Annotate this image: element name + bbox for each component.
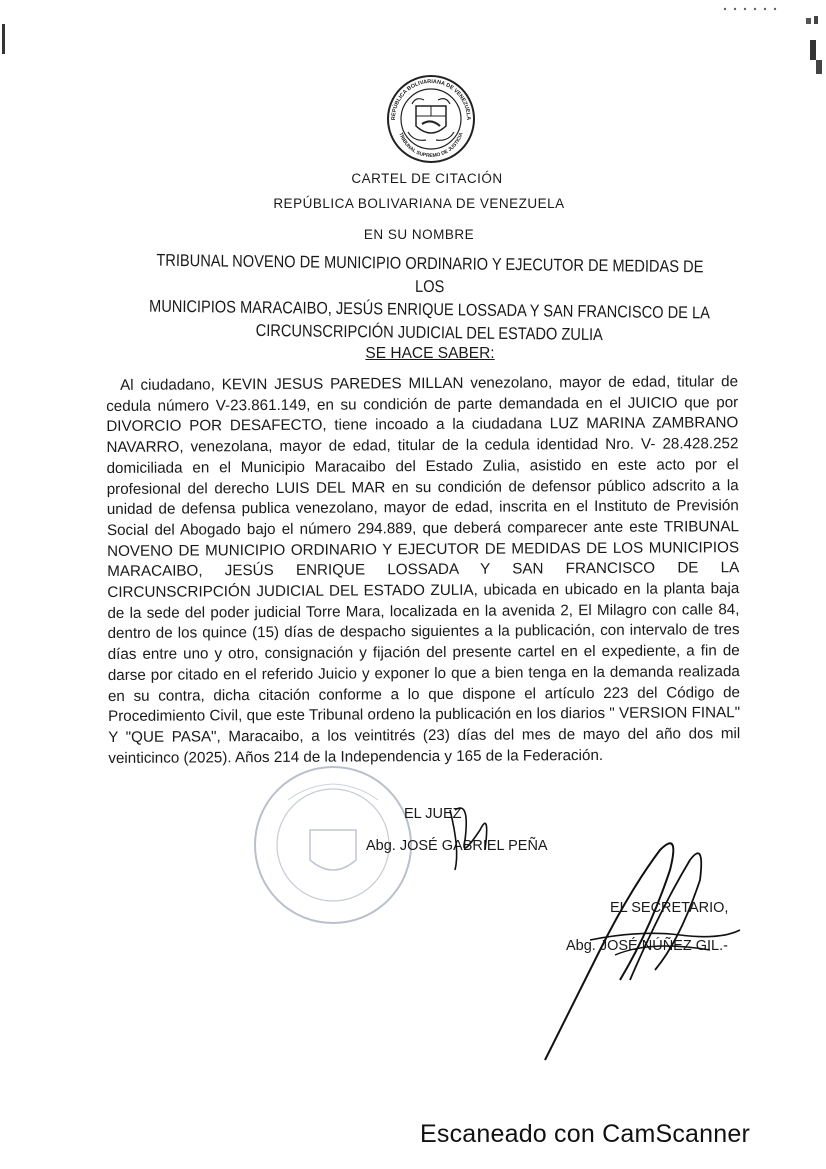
judge-title: EL JUEZ xyxy=(404,806,462,822)
secretary-title: EL SECRETARIO, xyxy=(610,900,729,916)
judge-signature-icon xyxy=(430,790,540,880)
camscanner-watermark: Escaneado con CamScanner xyxy=(420,1120,750,1148)
scan-edge-mark-left xyxy=(0,20,12,60)
svg-text:TRIBUNAL SUPREMO DE JUSTICIA: TRIBUNAL SUPREMO DE JUSTICIA xyxy=(397,131,465,160)
secretary-name: Abg. JOSÉ NÚÑEZ GIL.- xyxy=(566,938,728,954)
document-type-heading: CARTEL DE CITACIÓN xyxy=(351,171,503,186)
judge-name: Abg. JOSÉ GABRIEL PEÑA xyxy=(366,838,548,854)
tribunal-line-3: CIRCUNSCRIPCIÓN JUDICIAL DEL ESTADO ZULIA xyxy=(255,320,603,345)
notice-paragraph: Al ciudadano, KEVIN JESUS PAREDES MILLAN venezolano, mayor de edad, titular de cedula número V-23.861.149, en su condición de parte demandada en el JUICIO que por DIVORCIO POR DESAFECTO, tiene incoado a la ciudadana LUZ MARINA ZAMBRANO NAVARRO, venezolana, mayor de edad, titular de la cedula identidad Nro. V- 28.428.252 domiciliada en el Municipio Maracaibo del Estado Zulia, asistido en este acto por el profesional del derecho LUIS DEL MAR en su condición de defensor público adscrito a la unidad de defensa publica venezolano, mayor de edad, inscrita en el Instituto de Previsión Social del Abogado bajo el número 294.889, que deberá comparecer ante este TRIBUNAL NOVENO DE MUNICIPIO ORDINARIO Y EJECUTOR DE MEDIDAS DE LOS MUNICIPIOS MARACAIBO, JESÚS ENRIQUE LOSSADA Y SAN FRANCISCO DE LA CIRCUNSCRIPCIÓN JUDICIAL DEL ESTADO ZULIA, ubicada en ubicado en la planta baja de la sede del poder judicial Torre Mara, localizada en la avenida 2, El Milagro con calle 84, dentro de los quince (15) días de despacho siguientes a la publicación, con intervalo de tres días entre uno y otro, consignación y fijación del presente cartel en el expediente, a fin de darse por citado en el referido Juicio y exponer lo que a bien tenga en la demanda realizada en su contra, dicha citación conforme a lo que dispone el artículo 223 del Código de Procedimiento Civil, que este Tribunal ordeno la publicación en los diarios " VERSION FINAL" Y "QUE PASA", Maracaibo, a los veintitrés (23) días del mes de mayo del año dos mil veinticinco (2025). Años 214 de la Independencia y 165 de la Federación. xyxy=(106,373,741,767)
republic-heading: REPÚBLICA BOLIVARIANA DE VENEZUELA xyxy=(273,196,565,211)
tribunal-heading xyxy=(145,249,713,348)
notice-heading: SE HACE SABER: xyxy=(365,345,495,362)
en-su-nombre-heading: EN SU NOMBRE xyxy=(363,227,475,242)
svg-text:REPÚBLICA BOLIVARIANA DE VENEZ: REPÚBLICA BOLIVARIANA DE VENEZUELA xyxy=(390,78,472,121)
tribunal-line-2: MUNICIPIOS MARACAIBO, JESÚS ENRIQUE LOSSADA Y SAN FRANCISCO DE LA xyxy=(148,296,710,323)
coat-of-arms-seal-icon xyxy=(386,74,476,164)
tribunal-line-1: TRIBUNAL NOVENO DE MUNICIPIO ORDINARIO Y EJECUTOR DE MEDIDAS DE LOS xyxy=(156,250,704,297)
secretary-signature-icon xyxy=(530,830,750,1070)
notice-body xyxy=(106,372,740,769)
scan-edge-mark-right xyxy=(796,10,826,80)
scan-edge-dots xyxy=(720,4,790,14)
